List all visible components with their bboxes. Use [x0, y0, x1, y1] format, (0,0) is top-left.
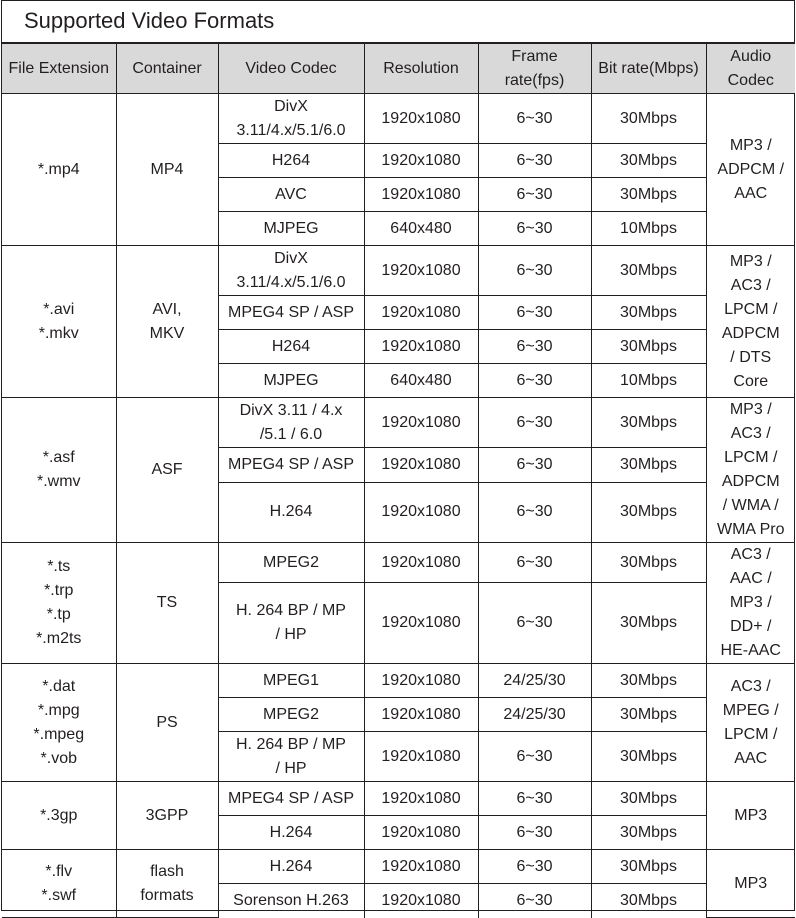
frame-rate-cell: 6~30 [478, 212, 591, 246]
resolution-cell: 1920x1080 [364, 296, 478, 330]
audio-codec-cell: MP3 [706, 850, 795, 918]
bit-rate-cell: 30Mbps [591, 448, 706, 482]
resolution-cell: 1920x1080 [364, 246, 478, 296]
frame-rate-cell: 24/25/30 [478, 698, 591, 732]
video-codec-cell: MJPEG [218, 212, 364, 246]
header-frame-rate: Frame rate(fps) [478, 44, 591, 94]
resolution-cell: 1920x1080 [364, 782, 478, 816]
container-cell: 3GPP [116, 782, 218, 850]
table-row [2, 543, 795, 583]
bit-rate-cell: 30Mbps [591, 144, 706, 178]
bit-rate-cell: 30Mbps [591, 698, 706, 732]
frame-rate-cell: 6~30 [478, 850, 591, 884]
header-resolution: Resolution [364, 44, 478, 94]
video-codec-cell: H.264 [218, 816, 364, 850]
frame-rate-cell: 6~30 [478, 364, 591, 398]
resolution-cell: 640x480 [364, 212, 478, 246]
bit-rate-cell: 30Mbps [591, 782, 706, 816]
frame-rate-cell: 6~30 [478, 296, 591, 330]
frame-rate-cell: 6~30 [478, 482, 591, 542]
frame-rate-cell: 6~30 [478, 583, 591, 664]
audio-codec-cell: MP3 / AC3 / LPCM / ADPCM / WMA / WMA Pro [706, 398, 795, 543]
video-codec-cell: H. 264 BP / MP / HP [218, 732, 364, 782]
frame-rate-cell: 6~30 [478, 178, 591, 212]
header-audio-codec: Audio Codec [706, 44, 795, 94]
resolution-cell: 1920x1080 [364, 816, 478, 850]
bit-rate-cell: 30Mbps [591, 482, 706, 542]
header-row [2, 44, 795, 94]
table-row [2, 94, 795, 144]
table-row [2, 850, 795, 884]
table-row [2, 398, 795, 448]
resolution-cell: 640x480 [364, 364, 478, 398]
bit-rate-cell: 30Mbps [591, 246, 706, 296]
header-file-extension: File Extension [2, 44, 116, 94]
file-extension-cell: *.asf *.wmv [2, 398, 116, 543]
frame-rate-cell: 6~30 [478, 732, 591, 782]
container-cell: AVI, MKV [116, 246, 218, 398]
frame-rate-cell: 6~30 [478, 398, 591, 448]
frame-rate-cell: 6~30 [478, 144, 591, 178]
video-codec-cell: AVC [218, 178, 364, 212]
video-codec-cell: MPEG4 SP / ASP [218, 782, 364, 816]
container-cell: flash formats [116, 850, 218, 918]
table-body [2, 94, 795, 918]
resolution-cell: 1920x1080 [364, 698, 478, 732]
video-codec-cell: DivX 3.11 / 4.x /5.1 / 6.0 [218, 398, 364, 448]
audio-codec-cell: MP3 / AC3 / LPCM / ADPCM / DTS Core [706, 246, 795, 398]
resolution-cell: 1920x1080 [364, 583, 478, 664]
resolution-cell: 1920x1080 [364, 664, 478, 698]
file-extension-cell: *.3gp [2, 782, 116, 850]
frame-rate-cell: 6~30 [478, 543, 591, 583]
video-codec-cell: MPEG4 SP / ASP [218, 448, 364, 482]
header-video-codec: Video Codec [218, 44, 364, 94]
container-cell: TS [116, 543, 218, 664]
file-extension-cell: *.mp4 [2, 94, 116, 246]
resolution-cell: 1920x1080 [364, 94, 478, 144]
video-codec-cell: MPEG2 [218, 543, 364, 583]
container-cell: PS [116, 664, 218, 782]
bit-rate-cell: 30Mbps [591, 94, 706, 144]
frame-rate-cell: 6~30 [478, 448, 591, 482]
container-cell: MP4 [116, 94, 218, 246]
resolution-cell: 1920x1080 [364, 732, 478, 782]
video-codec-cell: H.264 [218, 850, 364, 884]
frame-rate-cell: 24/25/30 [478, 664, 591, 698]
container-cell: ASF [116, 398, 218, 543]
bit-rate-cell: 30Mbps [591, 884, 706, 918]
video-codec-cell: Sorenson H.263 [218, 884, 364, 918]
video-codec-cell: H264 [218, 330, 364, 364]
bit-rate-cell: 30Mbps [591, 330, 706, 364]
audio-codec-cell: MP3 [706, 782, 795, 850]
video-codec-cell: MPEG2 [218, 698, 364, 732]
file-extension-cell: *.avi *.mkv [2, 246, 116, 398]
video-codec-cell: MPEG4 SP / ASP [218, 296, 364, 330]
audio-codec-cell: AC3 / MPEG / LPCM / AAC [706, 664, 795, 782]
audio-codec-cell: MP3 / ADPCM / AAC [706, 94, 795, 246]
audio-codec-cell: AC3 / AAC / MP3 / DD+ / HE-AAC [706, 543, 795, 664]
video-codec-cell: H264 [218, 144, 364, 178]
header-container: Container [116, 44, 218, 94]
bit-rate-cell: 30Mbps [591, 178, 706, 212]
file-extension-cell: *.flv *.swf [2, 850, 116, 918]
frame-rate-cell: 6~30 [478, 94, 591, 144]
video-formats-table [2, 43, 795, 918]
resolution-cell: 1920x1080 [364, 543, 478, 583]
bit-rate-cell: 30Mbps [591, 664, 706, 698]
frame-rate-cell: 6~30 [478, 816, 591, 850]
resolution-cell: 1920x1080 [364, 178, 478, 212]
video-codec-cell: DivX 3.11/4.x/5.1/6.0 [218, 246, 364, 296]
video-codec-cell: DivX 3.11/4.x/5.1/6.0 [218, 94, 364, 144]
page-title: Supported Video Formats [2, 1, 794, 43]
formats-document [1, 0, 795, 911]
video-codec-cell: H. 264 BP / MP / HP [218, 583, 364, 664]
resolution-cell: 1920x1080 [364, 884, 478, 918]
table-row [2, 664, 795, 698]
resolution-cell: 1920x1080 [364, 330, 478, 364]
bit-rate-cell: 10Mbps [591, 212, 706, 246]
resolution-cell: 1920x1080 [364, 144, 478, 178]
video-codec-cell: H.264 [218, 482, 364, 542]
bit-rate-cell: 30Mbps [591, 543, 706, 583]
resolution-cell: 1920x1080 [364, 850, 478, 884]
frame-rate-cell: 6~30 [478, 246, 591, 296]
bit-rate-cell: 30Mbps [591, 398, 706, 448]
frame-rate-cell: 6~30 [478, 330, 591, 364]
table-row [2, 246, 795, 296]
file-extension-cell: *.dat *.mpg *.mpeg *.vob [2, 664, 116, 782]
bit-rate-cell: 10Mbps [591, 364, 706, 398]
bit-rate-cell: 30Mbps [591, 732, 706, 782]
resolution-cell: 1920x1080 [364, 448, 478, 482]
frame-rate-cell: 6~30 [478, 782, 591, 816]
file-extension-cell: *.ts *.trp *.tp *.m2ts [2, 543, 116, 664]
resolution-cell: 1920x1080 [364, 482, 478, 542]
frame-rate-cell: 6~30 [478, 884, 591, 918]
bit-rate-cell: 30Mbps [591, 816, 706, 850]
bit-rate-cell: 30Mbps [591, 850, 706, 884]
resolution-cell: 1920x1080 [364, 398, 478, 448]
table-row [2, 782, 795, 816]
bit-rate-cell: 30Mbps [591, 583, 706, 664]
video-codec-cell: MPEG1 [218, 664, 364, 698]
bit-rate-cell: 30Mbps [591, 296, 706, 330]
video-codec-cell: MJPEG [218, 364, 364, 398]
header-bit-rate: Bit rate(Mbps) [591, 44, 706, 94]
